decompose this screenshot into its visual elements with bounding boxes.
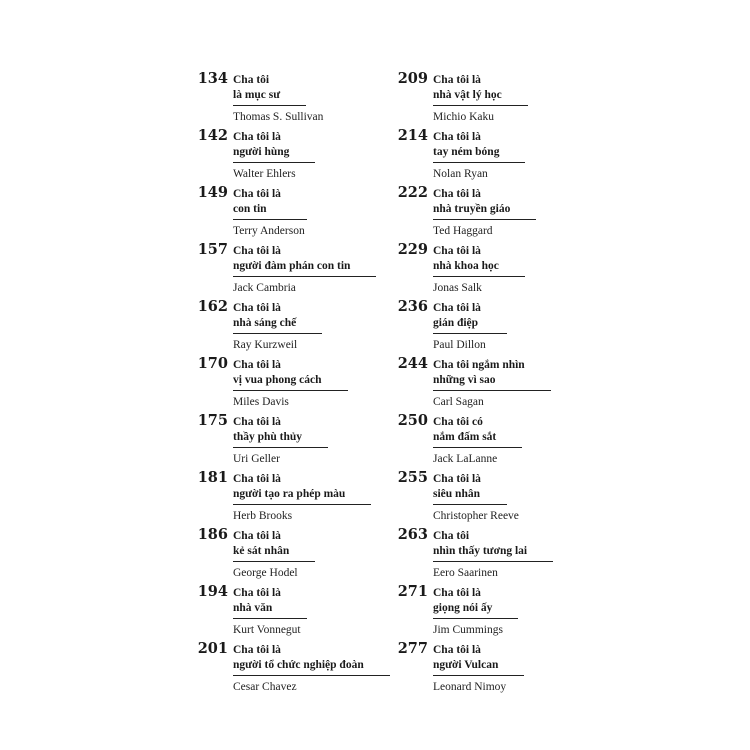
page-number: 244 <box>397 355 428 372</box>
title-line: người hùng <box>233 146 290 158</box>
page-number: 181 <box>197 469 228 486</box>
title-line: Cha tôi là <box>433 644 481 656</box>
title-line: Cha tôi là <box>433 473 481 485</box>
chapter-title <box>433 643 524 676</box>
chapter-title <box>233 529 315 562</box>
author-name: Jonas Salk <box>433 282 482 294</box>
chapter-title <box>433 529 553 562</box>
page-number: 170 <box>197 355 228 372</box>
chapter-title <box>233 301 322 334</box>
page-number: 186 <box>197 526 228 543</box>
title-line: nhà truyền giáo <box>433 203 511 215</box>
page-number: 214 <box>397 127 428 144</box>
title-line: Cha tôi là <box>433 587 481 599</box>
author-name: Ted Haggard <box>433 225 493 237</box>
author-name: Carl Sagan <box>433 396 484 408</box>
title-line: người đàm phán con tin <box>233 260 351 272</box>
chapter-title <box>433 187 536 220</box>
title-line: Cha tôi có <box>433 416 483 428</box>
chapter-title <box>433 472 507 505</box>
page-number: 209 <box>397 70 428 87</box>
title-line: Cha tôi là <box>233 188 281 200</box>
title-line: Cha tôi là <box>233 644 281 656</box>
title-line: Cha tôi ngắm nhìn <box>433 359 525 371</box>
author-name: Walter Ehlers <box>233 168 296 180</box>
page-number: 201 <box>197 640 228 657</box>
title-line: người Vulcan <box>433 659 499 671</box>
page-number: 250 <box>397 412 428 429</box>
author-name: Thomas S. Sullivan <box>233 111 324 123</box>
title-line: Cha tôi là <box>233 416 281 428</box>
page-number: 149 <box>197 184 228 201</box>
title-line: Cha tôi <box>433 530 470 542</box>
title-line: nhà khoa học <box>433 260 499 272</box>
title-line: gián điệp <box>433 317 479 329</box>
title-line: Cha tôi là <box>433 74 481 86</box>
chapter-title <box>433 358 551 391</box>
title-line: nhà vật lý học <box>433 89 502 101</box>
title-line: người tổ chức nghiệp đoàn <box>233 659 364 671</box>
author-name: Paul Dillon <box>433 339 486 351</box>
chapter-title <box>433 244 525 277</box>
title-line: là mục sư <box>233 89 281 101</box>
author-name: Leonard Nimoy <box>433 681 507 693</box>
title-line: nhìn thấy tương lai <box>433 545 528 557</box>
page-number: 142 <box>197 127 228 144</box>
title-line: nắm đấm sắt <box>433 431 497 443</box>
title-line: thầy phù thủy <box>233 431 303 443</box>
title-line: Cha tôi là <box>233 473 281 485</box>
chapter-title <box>233 73 306 106</box>
page-number: 134 <box>197 70 228 87</box>
chapter-title <box>433 415 522 448</box>
title-line: người tạo ra phép màu <box>233 488 346 500</box>
title-line: Cha tôi là <box>233 530 281 542</box>
title-line: tay ném bóng <box>433 146 500 158</box>
chapter-title <box>433 73 528 106</box>
author-name: Michio Kaku <box>433 111 495 123</box>
author-name: Miles Davis <box>233 396 289 408</box>
page-number: 255 <box>397 469 428 486</box>
title-line: Cha tôi là <box>233 587 281 599</box>
title-line: vị vua phong cách <box>233 374 322 386</box>
title-line: con tin <box>233 203 267 215</box>
chapter-title <box>233 244 376 277</box>
title-line: Cha tôi là <box>433 245 481 257</box>
author-name: Eero Saarinen <box>433 567 498 579</box>
author-name: Jim Cummings <box>433 624 503 636</box>
author-name: George Hodel <box>233 567 298 579</box>
author-name: Nolan Ryan <box>433 168 488 180</box>
page-number: 236 <box>397 298 428 315</box>
page-number: 271 <box>397 583 428 600</box>
page-number: 162 <box>197 298 228 315</box>
chapter-title <box>233 415 328 448</box>
author-name: Uri Geller <box>233 453 280 465</box>
author-name: Ray Kurzweil <box>233 339 298 351</box>
title-line: Cha tôi là <box>433 302 481 314</box>
title-line: kẻ sát nhân <box>233 545 290 557</box>
page-number: 175 <box>197 412 228 429</box>
page-number: 194 <box>197 583 228 600</box>
page-number: 263 <box>397 526 428 543</box>
author-name: Terry Anderson <box>233 225 305 237</box>
title-line: Cha tôi là <box>433 188 481 200</box>
author-name: Jack LaLanne <box>433 453 498 465</box>
chapter-title <box>233 358 348 391</box>
chapter-title <box>433 130 525 163</box>
title-line: giọng nói ấy <box>433 602 493 614</box>
author-name: Kurt Vonnegut <box>233 624 301 636</box>
page-number: 222 <box>397 184 428 201</box>
title-line: Cha tôi là <box>233 302 281 314</box>
page-number: 277 <box>397 640 428 657</box>
title-line: siêu nhân <box>433 488 480 500</box>
author-name: Jack Cambria <box>233 282 296 294</box>
title-line: nhà văn <box>233 602 273 614</box>
title-line: nhà sáng chế <box>233 317 297 329</box>
chapter-title <box>233 643 390 676</box>
chapter-title <box>233 187 307 220</box>
author-name: Cesar Chavez <box>233 681 297 693</box>
chapter-title <box>233 472 371 505</box>
title-line: Cha tôi là <box>233 131 281 143</box>
title-line: Cha tôi là <box>233 245 281 257</box>
title-line: Cha tôi là <box>433 131 481 143</box>
title-line: những vì sao <box>433 374 496 386</box>
chapter-title <box>233 586 307 619</box>
title-line: Cha tôi là <box>233 359 281 371</box>
chapter-title <box>433 586 518 619</box>
title-line: Cha tôi <box>233 74 270 86</box>
chapter-title <box>233 130 315 163</box>
author-name: Christopher Reeve <box>433 510 519 522</box>
page-number: 229 <box>397 241 428 258</box>
page-number: 157 <box>197 241 228 258</box>
chapter-title <box>433 301 507 334</box>
author-name: Herb Brooks <box>233 510 293 522</box>
